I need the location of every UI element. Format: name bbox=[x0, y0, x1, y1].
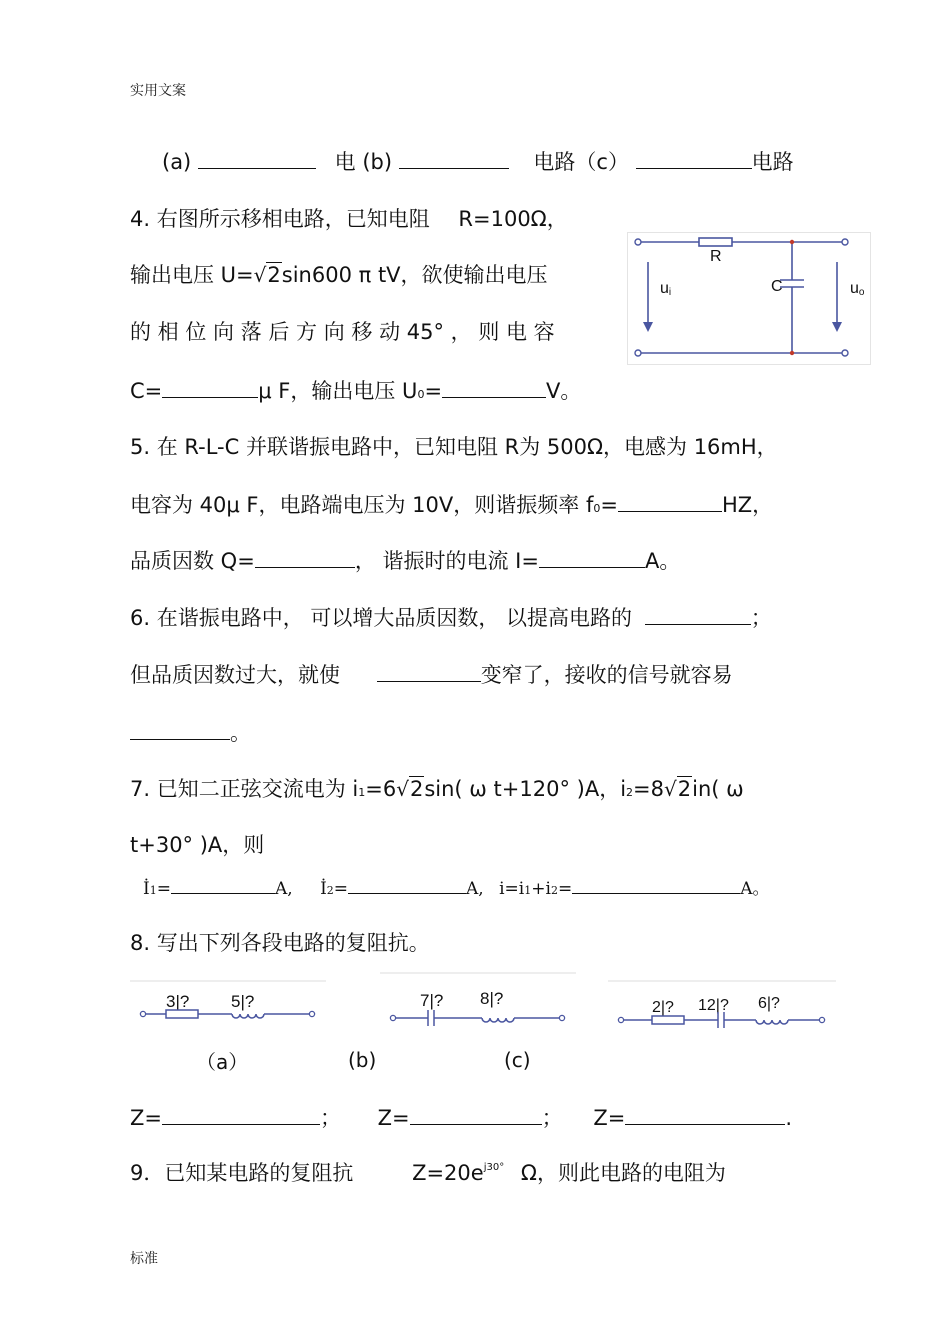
q3-blank-c bbox=[636, 148, 752, 169]
z-label-1: Z= bbox=[130, 1106, 162, 1130]
circuit-b-l-label: 8|? bbox=[480, 989, 504, 1008]
q4-text-3: 的 相 位 向 落 后 方 向 移 动 45° ， 则 电 容 bbox=[130, 320, 555, 344]
terminal-left bbox=[140, 1011, 145, 1016]
q4-text-4d: V。 bbox=[546, 379, 582, 403]
q5-blank-f0 bbox=[618, 491, 722, 512]
q5-text-2b: = bbox=[600, 493, 618, 517]
circuit-a-r-label: 3|? bbox=[166, 992, 190, 1011]
terminal-in-top bbox=[635, 239, 641, 245]
q3-blank-b bbox=[399, 148, 509, 169]
q6-blank-1 bbox=[645, 604, 751, 625]
q7-line-2 bbox=[130, 832, 264, 858]
q6-line-3 bbox=[130, 719, 251, 746]
terminal-right bbox=[819, 1017, 824, 1022]
terminal-left bbox=[390, 1015, 395, 1020]
q6-blank-2 bbox=[377, 661, 481, 682]
q4-text-4b: μ F，输出电压 U bbox=[258, 379, 418, 403]
q9-line-1 bbox=[130, 1160, 726, 1191]
q3-blank-a bbox=[198, 148, 316, 169]
q4-text-2a: 输出电压 U= bbox=[130, 263, 254, 287]
q4-blank-u0 bbox=[442, 377, 546, 398]
phasor-i2: İ bbox=[320, 879, 327, 899]
q7-text-1b: =6 bbox=[365, 777, 397, 801]
q6-text-2a: 但品质因数过大，就使 bbox=[130, 663, 340, 687]
q7-blank-i1 bbox=[171, 877, 275, 894]
q7-sqrt-arg-1: 2 bbox=[409, 777, 424, 801]
q7-text-1c: sin( ω t+120° )A，i bbox=[424, 777, 627, 801]
q5-text-3a: 品质因数 Q= bbox=[130, 549, 255, 573]
inductor-symbol bbox=[756, 1020, 788, 1024]
z-label-3: Z= bbox=[593, 1106, 626, 1130]
q5-text-2c: HZ， bbox=[721, 493, 774, 517]
circuit-c-c-label: 12|? bbox=[698, 997, 729, 1014]
q4-text-4a: C= bbox=[130, 379, 163, 403]
q7-plus: +i bbox=[531, 879, 551, 899]
phasor-i2-sub: 2 bbox=[326, 884, 334, 897]
q5-line-2 bbox=[130, 491, 773, 522]
label-c: C bbox=[771, 278, 783, 295]
sqrt-symbol: √2 bbox=[396, 777, 424, 801]
q4-text-2b: sin600 π tV，欲使输出电压 bbox=[281, 263, 548, 287]
circuit-a-l-label: 5|? bbox=[231, 992, 255, 1011]
q7-sqrt-arg-2: 2 bbox=[677, 777, 692, 801]
q5-text-3c: A。 bbox=[644, 549, 681, 573]
q5-text-2a: 电容为 40μ F，电路端电压为 10V，则谐振频率 f bbox=[130, 493, 594, 517]
inductor-symbol bbox=[232, 1014, 264, 1018]
q4-line-1 bbox=[130, 206, 568, 232]
q5-text-3b: ， 谐振时的电流 I= bbox=[354, 549, 539, 573]
q5-blank-q bbox=[255, 547, 355, 568]
caption-c: (c) bbox=[504, 1048, 531, 1072]
q7-eq-2: = bbox=[333, 879, 349, 899]
circuit-b-c-label: 7|? bbox=[420, 991, 444, 1010]
q7-unit-3: A。 bbox=[740, 879, 770, 899]
q7-text-1a: 7. 已知二正弦交流电为 i bbox=[130, 777, 359, 801]
q3-label-b: (b) bbox=[362, 150, 393, 174]
inductor-symbol bbox=[482, 1018, 514, 1022]
q5-line-3 bbox=[130, 547, 680, 574]
phasor-i1-sub: 1 bbox=[149, 884, 157, 897]
z-blank-2 bbox=[410, 1104, 542, 1125]
q7-sum: i=i bbox=[499, 879, 525, 899]
q6-text-1a: 6. 在谐振电路中， 可以增大品质因数， 以提高电路的 bbox=[130, 606, 633, 630]
page-footer: 标准 bbox=[130, 1251, 158, 1267]
circuit-b-diagram bbox=[380, 972, 576, 1028]
q5-line-1 bbox=[130, 434, 778, 460]
q7-text-1e: in( ω bbox=[692, 777, 744, 801]
circuit-c-r-label: 2|? bbox=[652, 999, 674, 1016]
z-blank-1 bbox=[162, 1104, 320, 1125]
z-label-2: Z= bbox=[377, 1106, 410, 1130]
q7-line-3 bbox=[143, 874, 769, 899]
q3-label-a: (a) bbox=[162, 150, 192, 174]
q4-text-1: 4. 右图所示移相电路，已知电阻 bbox=[130, 207, 430, 231]
q4-blank-c bbox=[162, 377, 258, 398]
resistor-symbol bbox=[652, 1016, 684, 1024]
q4-text-4c: = bbox=[424, 379, 443, 403]
node-dot-top bbox=[790, 240, 794, 244]
q9-sup-exp: j30° bbox=[483, 1162, 505, 1173]
q8-title bbox=[130, 930, 430, 956]
q5-sub-0: 0 bbox=[593, 502, 601, 515]
q4-sub-0: 0 bbox=[417, 388, 425, 401]
q7-blank-i2 bbox=[348, 877, 466, 894]
q7-sub-1: 1 bbox=[358, 786, 366, 799]
q4-sqrt-arg: 2 bbox=[267, 263, 281, 287]
terminal-out-top bbox=[842, 239, 848, 245]
terminal-right bbox=[309, 1011, 314, 1016]
q4-line-2 bbox=[130, 262, 548, 288]
caption-a: （a） bbox=[196, 1050, 249, 1074]
q9-text-1c: Ω，则此电路的电阻为 bbox=[520, 1161, 726, 1185]
q8-text-title: 8. 写出下列各段电路的复阻抗。 bbox=[130, 931, 430, 955]
caption-b: (b) bbox=[348, 1048, 377, 1072]
q9-text-1a: 9．已知某电路的复阻抗 bbox=[130, 1161, 354, 1185]
circuit-c-l-label: 6|? bbox=[758, 995, 780, 1012]
q7-line-1 bbox=[130, 776, 744, 806]
q6-text-1b: ； bbox=[750, 606, 772, 630]
node-dot-bottom bbox=[790, 351, 794, 355]
phase-shift-circuit-diagram bbox=[627, 232, 872, 366]
q7-blank-sum bbox=[572, 877, 740, 894]
resistor-symbol bbox=[166, 1010, 198, 1018]
label-uo: uo bbox=[850, 280, 865, 298]
q7-eq-1: = bbox=[156, 879, 171, 899]
figure-frame bbox=[628, 233, 871, 365]
circuit-c-diagram bbox=[608, 980, 836, 1040]
label-r: R bbox=[710, 248, 722, 265]
q3-text-dianlu: 电路 bbox=[751, 150, 794, 174]
z-blank-3 bbox=[625, 1104, 785, 1125]
label-ui: ui bbox=[660, 280, 672, 298]
q3-text-c: 电路（c） bbox=[533, 150, 629, 174]
sqrt-symbol: √2 bbox=[664, 777, 692, 801]
terminal-right bbox=[559, 1015, 564, 1020]
q7-sub-2: 2 bbox=[626, 786, 634, 799]
page-header: 实用文案 bbox=[130, 83, 186, 99]
q8-answer-line bbox=[130, 1104, 792, 1131]
q6-blank-3 bbox=[130, 719, 230, 740]
terminal-left bbox=[618, 1017, 623, 1022]
terminal-in-bottom bbox=[635, 350, 641, 356]
q7-text-2: t+30° )A，则 bbox=[130, 833, 265, 857]
q7-eq-3: = bbox=[557, 879, 573, 899]
q4-resistance: R=100Ω， bbox=[458, 207, 568, 231]
circuit-a-diagram bbox=[130, 980, 326, 1026]
sqrt-symbol: √2 bbox=[253, 263, 281, 287]
z-end-2: ； bbox=[541, 1106, 563, 1130]
q9-text-1b: Z=20e bbox=[412, 1161, 484, 1185]
z-end-3: . bbox=[785, 1106, 793, 1130]
terminal-out-bottom bbox=[842, 350, 848, 356]
q5-blank-i bbox=[539, 547, 645, 568]
z-end-1: ； bbox=[319, 1106, 341, 1130]
q3-text-dian: 电 bbox=[334, 150, 356, 174]
q7-sum-sub-1: 1 bbox=[524, 884, 532, 897]
q7-text-1d: =8 bbox=[633, 777, 664, 801]
q7-unit-1: A, bbox=[274, 879, 293, 899]
q5-text-1: 5. 在 R-L-C 并联谐振电路中，已知电阻 R为 500Ω，电感为 16mH， bbox=[130, 435, 778, 459]
q6-line-1 bbox=[130, 604, 772, 631]
q7-unit-2: A, bbox=[466, 879, 484, 899]
q6-text-3b: 。 bbox=[230, 721, 251, 745]
q6-line-2 bbox=[130, 661, 733, 688]
q4-line-3 bbox=[130, 319, 555, 345]
q6-text-2b: 变窄了，接收的信号就容易 bbox=[480, 663, 733, 687]
q4-line-4 bbox=[130, 377, 581, 408]
phasor-i1: İ bbox=[143, 879, 150, 899]
q7-sum-sub-2: 2 bbox=[550, 884, 558, 897]
q3-tail-line bbox=[162, 148, 794, 175]
